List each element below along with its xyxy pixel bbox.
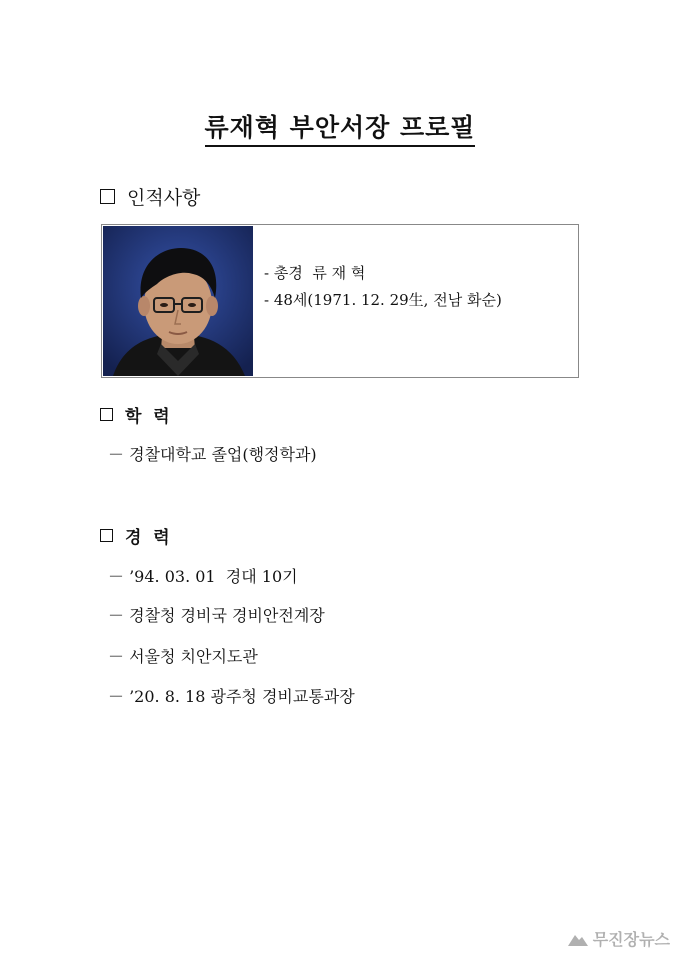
section-career-heading [100,523,170,548]
section-personal-label: 인적사항 [127,187,201,209]
mountain-logo-icon [567,931,589,947]
watermark-text: 무진장뉴스 [592,930,670,949]
section-education-heading [100,402,170,427]
profile-photo [103,226,253,376]
page-title [0,108,680,144]
career-item: － ’94. 03. 01 경대 10기 [108,567,298,586]
checkbox-square-icon [100,529,113,542]
section-career-label: 경 력 [125,528,170,548]
portrait-image [103,226,253,376]
section-education-label: 학 력 [125,407,170,427]
career-item: － 서울청 치안지도관 [108,647,258,666]
watermark [567,927,670,950]
profile-card [101,224,579,378]
section-personal-heading [100,183,200,210]
checkbox-square-icon [100,408,113,421]
checkbox-square-icon [100,189,115,204]
page-title-text: 류재혁 부안서장 프로필 [205,113,476,147]
education-item: － 경찰대학교 졸업(행정학과) [108,445,317,464]
career-item: － 경찰청 경비국 경비안전계장 [108,606,325,625]
age-line: - 48세(1971. 12. 29生, 전남 화순) [264,291,502,309]
name-line: - 총경 류 재 혁 [264,264,366,282]
career-item: － ’20. 8. 18 광주청 경비교통과장 [108,687,355,706]
